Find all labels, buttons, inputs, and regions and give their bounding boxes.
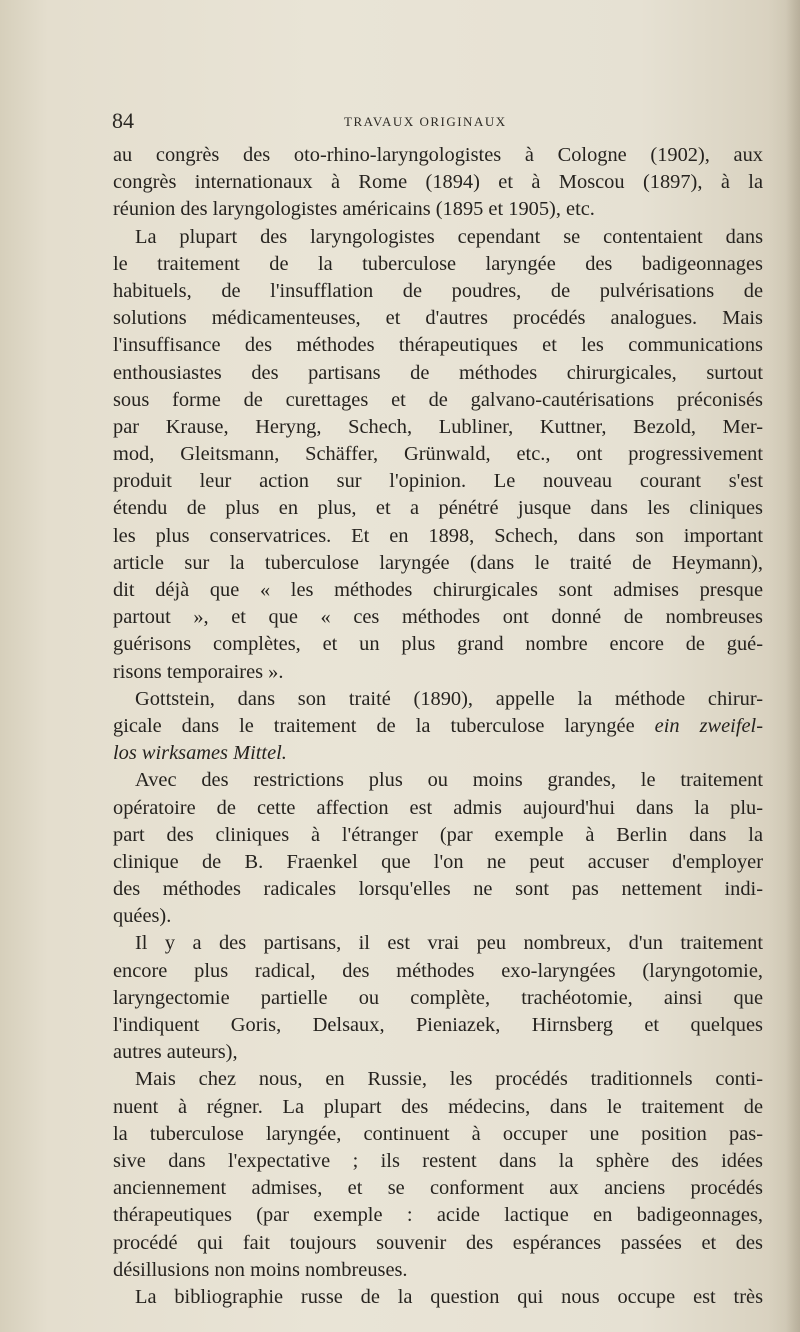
- italic-phrase: ein zweifel-: [634, 714, 763, 737]
- text-line: [113, 224, 763, 251]
- text-line: [113, 795, 763, 822]
- page-header: [112, 108, 762, 138]
- text-line-content: Mais chez nous, en Russie, les procédés traditionnels conti-: [135, 1068, 763, 1091]
- text-line: [113, 849, 763, 876]
- text-line: [113, 495, 763, 522]
- text-line: [113, 686, 763, 713]
- text-line: [113, 1066, 763, 1093]
- text-line: [113, 713, 763, 740]
- text-line: [113, 740, 763, 767]
- text-line-content: les plus conservatrices. Et en 1898, Schech, dans son important: [113, 524, 763, 547]
- text-line-content: gicale dans le traitement de la tuberculose laryngée: [113, 714, 635, 737]
- text-line: [113, 985, 763, 1012]
- text-line-content: mod, Gleitsmann, Schäffer, Grünwald, etc., ont progressivement: [113, 443, 763, 466]
- text-line-content: dit déjà que « les méthodes chirurgicales sont admises presque: [113, 579, 763, 601]
- text-line: [113, 822, 763, 849]
- text-line: [113, 577, 763, 604]
- text-line-content: par Krause, Heryng, Schech, Lubliner, Kuttner, Bezold, Mer-: [113, 415, 763, 438]
- text-line: [113, 523, 763, 550]
- text-line: [113, 278, 763, 305]
- text-line-content: La plupart des laryngologistes cependant se contentaient dans: [135, 225, 763, 248]
- text-line-content: congrès internationaux à Rome (1894) et à Moscou (1897), à la: [113, 171, 763, 194]
- text-line: [113, 876, 763, 903]
- text-line: [113, 659, 763, 686]
- text-line: [113, 1148, 763, 1175]
- text-line-content: solutions médicamenteuses, et d'autres procédés analogues. Mais: [113, 307, 763, 330]
- text-line: [113, 767, 763, 794]
- text-line-content: le traitement de la tuberculose laryngée des badigeonnages: [113, 252, 763, 275]
- text-line: [113, 468, 763, 495]
- text-line: [113, 1175, 763, 1202]
- italic-phrase: los wirksames Mittel.: [113, 742, 287, 765]
- text-line: [113, 441, 763, 468]
- text-line: [113, 1094, 763, 1121]
- text-line-content: La bibliographie russe de la question qui nous occupe est très: [135, 1285, 763, 1308]
- text-line-content: l'indiquent Goris, Delsaux, Pieniazek, Hirnsberg et quelques: [113, 1014, 763, 1036]
- text-line: [113, 1121, 763, 1148]
- text-line-content: sive dans l'expectative ; ils restent dans la sphère des idées: [113, 1149, 763, 1172]
- text-line: [113, 1202, 763, 1229]
- text-line-content: produit leur action sur l'opinion. Le nouveau courant s'est: [113, 470, 763, 493]
- text-line-content: des méthodes radicales lorsqu'elles ne sont pas nettement indi-: [113, 878, 763, 901]
- text-line: [113, 631, 763, 658]
- text-line: [113, 1284, 763, 1311]
- text-line-content: l'insuffisance des méthodes thérapeutiques et les communications: [113, 334, 763, 357]
- text-line-content: autres auteurs),: [113, 1041, 238, 1064]
- text-line-content: laryngectomie partielle ou complète, trachéotomie, ainsi que: [113, 986, 763, 1009]
- text-line-content: risons temporaires ».: [113, 660, 284, 683]
- text-line-content: clinique de B. Fraenkel que l'on ne peut accuser d'employer: [113, 850, 763, 873]
- text-line-content: réunion des laryngologistes américains (1895 et 1905), etc.: [113, 198, 595, 221]
- text-line: [113, 550, 763, 577]
- text-line-content: Il y a des partisans, il est vrai peu nombreux, d'un traitement: [135, 932, 763, 955]
- text-line: [113, 142, 763, 169]
- text-line-content: procédé qui fait toujours souvenir des espérances passées et des: [113, 1231, 763, 1254]
- text-line-content: Avec des restrictions plus ou moins grandes, le traitement: [135, 769, 763, 792]
- text-line: [113, 1230, 763, 1257]
- text-line-content: au congrès des oto-rhino-laryngologistes à Cologne (1902), aux: [113, 144, 763, 166]
- text-line: [113, 903, 763, 930]
- text-line: [113, 196, 763, 223]
- page-number: 84: [112, 108, 134, 133]
- text-line: [113, 1012, 763, 1039]
- text-line-content: quées).: [113, 905, 172, 928]
- text-line: [113, 169, 763, 196]
- text-line-content: sous forme de curettages et de galvano-cautérisations préconisés: [113, 388, 763, 411]
- text-line-content: anciennement admises, et se conforment aux anciens procédés: [113, 1177, 763, 1200]
- text-line-content: part des cliniques à l'étranger (par exemple à Berlin dans la: [113, 823, 763, 846]
- text-line-content: la tuberculose laryngée, continuent à occuper une position pas-: [113, 1122, 763, 1145]
- text-line-content: Gottstein, dans son traité (1890), appelle la méthode chirur-: [135, 687, 763, 710]
- text-line: [113, 305, 763, 332]
- text-line: [113, 414, 763, 441]
- text-line-content: encore plus radical, des méthodes exo-laryngées (laryngotomie,: [113, 959, 763, 982]
- text-line-content: article sur la tuberculose laryngée (dans le traité de Heymann),: [113, 551, 763, 574]
- text-line: [113, 387, 763, 414]
- text-line: [113, 251, 763, 278]
- text-line-content: partout », et que « ces méthodes ont donné de nombreuses: [113, 606, 763, 629]
- text-line: [113, 604, 763, 631]
- text-line: [113, 1039, 763, 1066]
- text-line: [113, 332, 763, 359]
- text-line: [113, 360, 763, 387]
- text-line-content: thérapeutiques (par exemple : acide lactique en badigeonnages,: [113, 1204, 763, 1227]
- text-line-content: nuent à régner. La plupart des médecins, dans le traitement de: [113, 1095, 763, 1118]
- text-line-content: désillusions non moins nombreuses.: [113, 1258, 408, 1281]
- text-line-content: étendu de plus en plus, et a pénétré jusque dans les cliniques: [113, 497, 763, 520]
- text-line: [113, 1257, 763, 1284]
- text-line-content: enthousiastes des partisans de méthodes chirurgicales, surtout: [113, 361, 763, 384]
- text-line-content: habituels, de l'insufflation de poudres, de pulvérisations de: [113, 279, 763, 302]
- text-line: [113, 930, 763, 957]
- text-line: [113, 958, 763, 985]
- running-title: TRAVAUX ORIGINAUX: [344, 114, 507, 129]
- text-line-content: opératoire de cette affection est admis aujourd'hui dans la plu-: [113, 796, 763, 819]
- body-text: [113, 142, 763, 1311]
- text-line-content: guérisons complètes, et un plus grand nombre encore de gué-: [113, 633, 763, 656]
